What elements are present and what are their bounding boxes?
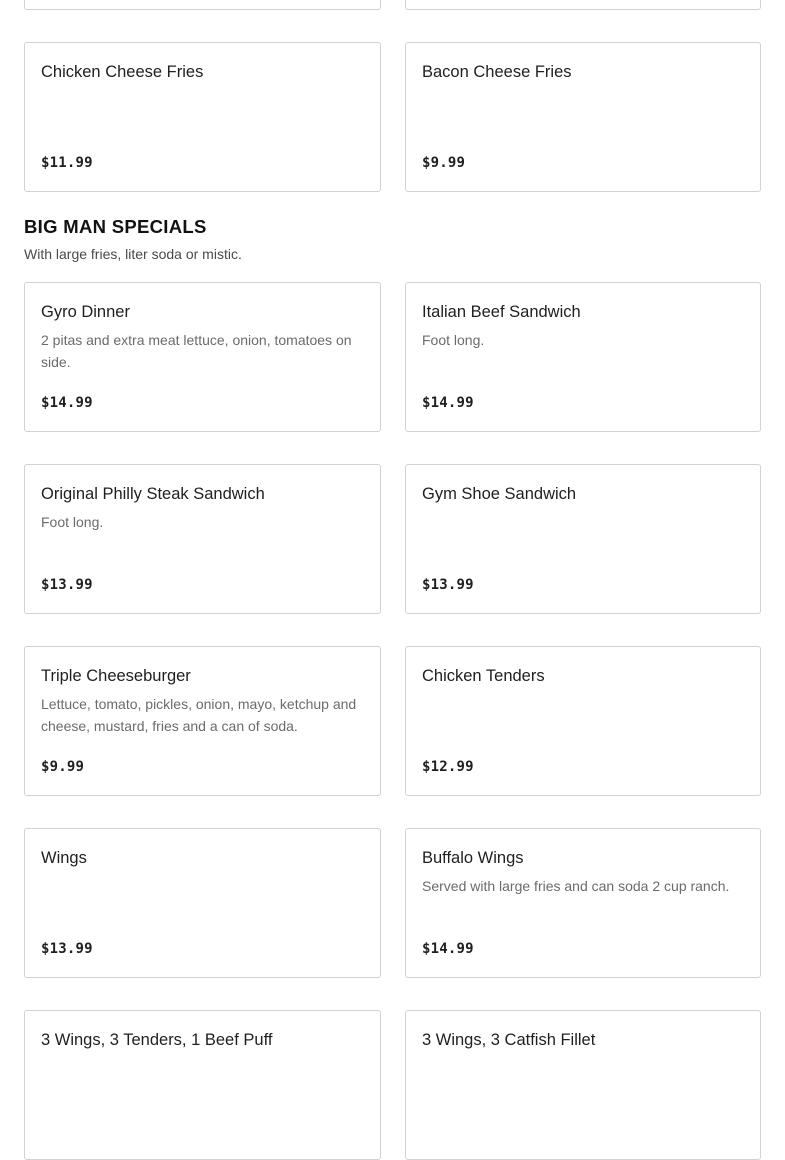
menu-item-price: $11.99 bbox=[41, 155, 93, 171]
menu-item-card[interactable] bbox=[24, 828, 381, 978]
menu-item-price: $14.99 bbox=[41, 395, 93, 411]
menu-item-name: 3 Wings, 3 Tenders, 1 Beef Puff bbox=[41, 1031, 273, 1049]
menu-item-card[interactable] bbox=[405, 42, 761, 192]
menu-item-description: 2 pitas and extra meat lettuce, onion, tomatoes on side. bbox=[41, 332, 352, 370]
menu-item-price: $9.99 bbox=[422, 155, 466, 171]
menu-item-name: Gym Shoe Sandwich bbox=[422, 485, 577, 503]
menu-item-price: $9.99 bbox=[41, 759, 85, 775]
menu-item-description: Served with large fries and can soda 2 cup ranch. bbox=[422, 878, 730, 894]
menu-item-description: Foot long. bbox=[422, 332, 485, 348]
menu-item-description: Foot long. bbox=[41, 514, 104, 530]
menu-item-name: Original Philly Steak Sandwich bbox=[41, 485, 265, 503]
menu-item-name: Gyro Dinner bbox=[41, 303, 130, 321]
menu-item-card[interactable] bbox=[405, 828, 761, 978]
menu-item-name: Chicken Cheese Fries bbox=[41, 63, 204, 81]
menu-item-card[interactable] bbox=[405, 1010, 761, 1160]
menu-item-card[interactable] bbox=[405, 282, 761, 432]
menu-item-price: $14.99 bbox=[422, 941, 474, 957]
menu-item-name: Chicken Tenders bbox=[422, 667, 545, 685]
menu-item-name: Wings bbox=[41, 849, 87, 867]
menu-item-card-partial[interactable] bbox=[405, 0, 761, 10]
menu-item-price: $14.99 bbox=[422, 395, 474, 411]
menu-item-name: Triple Cheeseburger bbox=[41, 667, 191, 685]
menu-item-card[interactable] bbox=[24, 646, 381, 796]
menu-item-card[interactable] bbox=[24, 1010, 381, 1160]
menu-item-name: Bacon Cheese Fries bbox=[422, 63, 572, 81]
menu-item-price: $13.99 bbox=[41, 941, 93, 957]
menu-item-description: Lettuce, tomato, pickles, onion, mayo, ketchup and cheese, mustard, fries and a can of soda. bbox=[41, 696, 357, 734]
menu-item-card[interactable] bbox=[405, 646, 761, 796]
menu-item-price: $13.99 bbox=[422, 577, 474, 593]
section-subtitle: With large fries, liter soda or mistic. bbox=[24, 246, 242, 262]
menu-item-card[interactable] bbox=[405, 464, 761, 614]
menu-item-card[interactable] bbox=[24, 464, 381, 614]
menu-item-name: Italian Beef Sandwich bbox=[422, 303, 581, 321]
menu-item-card[interactable] bbox=[24, 282, 381, 432]
menu-item-price: $12.99 bbox=[422, 759, 474, 775]
section-title: BIG MAN SPECIALS bbox=[24, 216, 207, 237]
menu-item-name: Buffalo Wings bbox=[422, 849, 524, 867]
menu-item-card[interactable] bbox=[24, 42, 381, 192]
menu-item-name: 3 Wings, 3 Catfish Fillet bbox=[422, 1031, 596, 1049]
menu-item-price: $13.99 bbox=[41, 577, 93, 593]
menu-item-card-partial[interactable] bbox=[24, 0, 381, 10]
